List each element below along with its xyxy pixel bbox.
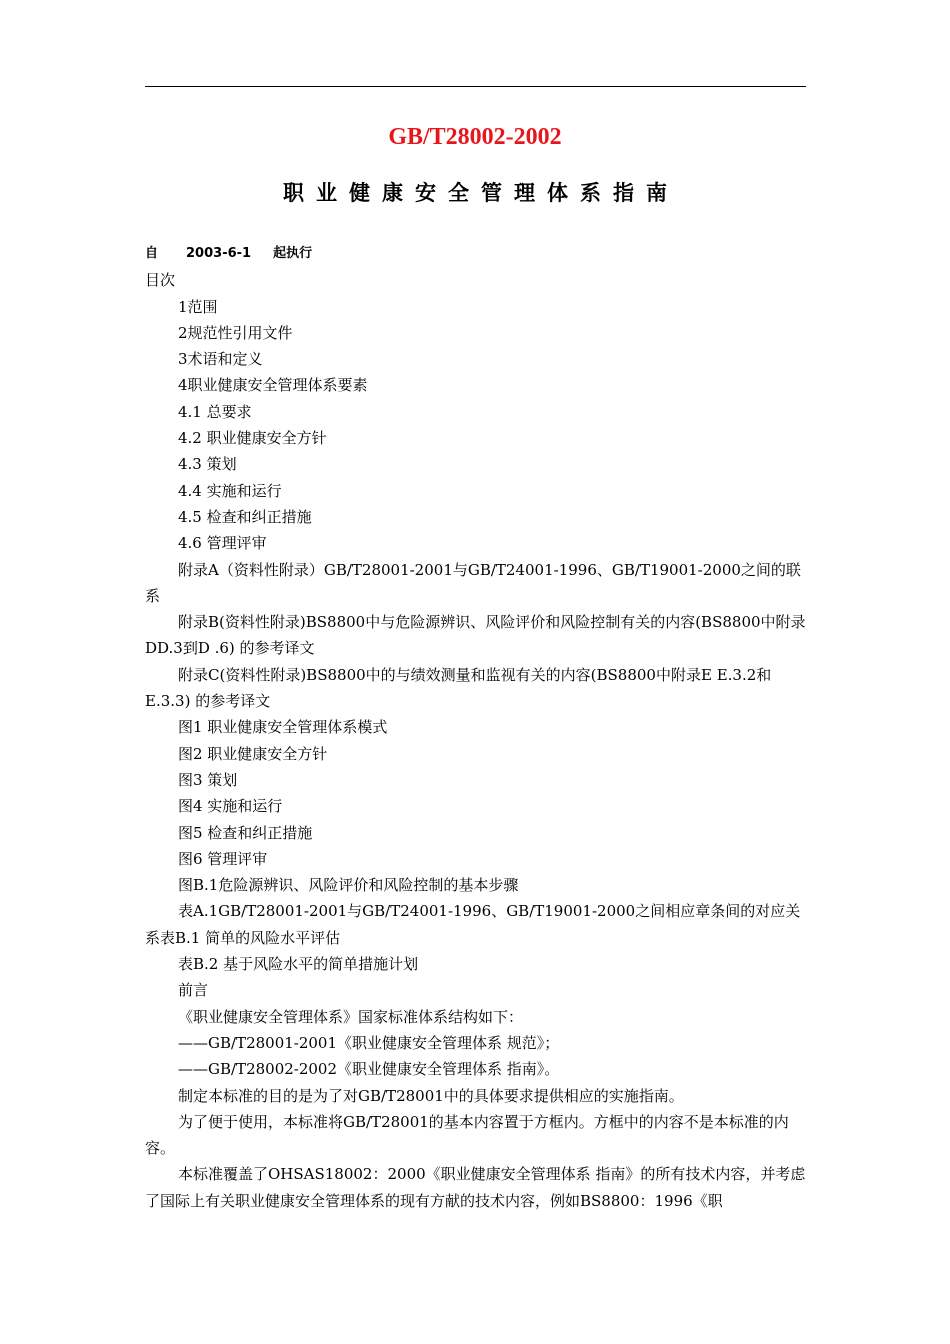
figure-entry: 图6 管理评审: [178, 849, 268, 868]
figure-entry: 图1 职业健康安全管理体系模式: [178, 718, 388, 737]
foreword-paragraph: 制定本标准的目的是为了对GB/T28001中的具体要求提供相应的实施指南。: [178, 1086, 684, 1105]
effective-prefix: 自: [145, 246, 159, 261]
foreword-item: ——GB/T28001-2001《职业健康安全管理体系 规范》；: [178, 1033, 560, 1052]
foreword-intro: 《职业健康安全管理体系》国家标准体系结构如下：: [178, 1007, 524, 1026]
annex-c-entry: 附录C(资料性附录)BS8800中的与绩效测量和监视有关的内容(BS8800中附录E E.3.2和E.3.3) 的参考译文: [145, 665, 772, 711]
annex-a-entry: 附录A（资料性附录）GB/T28001-2001与GB/T24001-1996、GB/T19001-2000之间的联系: [145, 560, 801, 605]
figure-entry: 图B.1危险源辨识、风险评价和风险控制的基本步骤: [178, 876, 519, 895]
toc-item: 4.2 职业健康安全方针: [178, 429, 327, 448]
effective-suffix: 起执行: [273, 246, 313, 261]
header-rule: [145, 86, 806, 87]
toc-title: 目次: [145, 271, 176, 290]
toc-item: 4.5 检查和纠正措施: [178, 507, 312, 526]
toc-item: 4.3 策划: [178, 455, 237, 474]
toc-item: 4.6 管理评审: [178, 534, 267, 553]
toc-item: 1范围: [178, 297, 218, 316]
foreword-item: ——GB/T28002-2002《职业健康安全管理体系 指南》。: [178, 1060, 560, 1079]
foreword-title: 前言: [178, 981, 209, 1000]
effective-date-line: [145, 241, 810, 267]
foreword-paragraph: 本标准覆盖了OHSAS18002：2000《职业健康安全管理体系 指南》的所有技术内容，并考虑了国际上有关职业健康安全管理体系的现有方献的技术内容，例如BS8800：1996《职: [145, 1165, 806, 1210]
toc-item: 4.4 实施和运行: [178, 481, 282, 500]
figure-entry: 图4 实施和运行: [178, 797, 283, 816]
document-body: [145, 241, 810, 1214]
toc-item: 2规范性引用文件: [178, 323, 293, 342]
figure-entry: 图5 检查和纠正措施: [178, 823, 313, 842]
standard-code: GB/T28002-2002: [388, 124, 562, 150]
document-title: 职业健康安全管理体系指南: [283, 181, 679, 205]
toc-item: 4.1 总要求: [178, 402, 252, 421]
table-entry: 表B.2 基于风险水平的简单措施计划: [178, 955, 419, 974]
figure-entry: 图2 职业健康安全方针: [178, 744, 328, 763]
table-entry: 表A.1GB/T28001-2001与GB/T24001-1996、GB/T19001-2000之间相应章条间的对应关系表B.1 简单的风险水平评估: [145, 902, 801, 947]
effective-date: 2003-6-1: [186, 246, 252, 261]
annex-b-entry: 附录B(资料性附录)BS8800中与危险源辨识、风险评价和风险控制有关的内容(BS8800中附录DD.3到D .6) 的参考译文: [145, 613, 806, 658]
foreword-paragraph: 为了便于使用，本标准将GB/T28001的基本内容置于方框内。方框中的内容不是本标准的内容。: [145, 1112, 789, 1158]
figure-entry: 图3 策划: [178, 770, 238, 789]
toc-item: 4职业健康安全管理体系要素: [178, 376, 368, 395]
toc-item: 3术语和定义: [178, 350, 263, 369]
